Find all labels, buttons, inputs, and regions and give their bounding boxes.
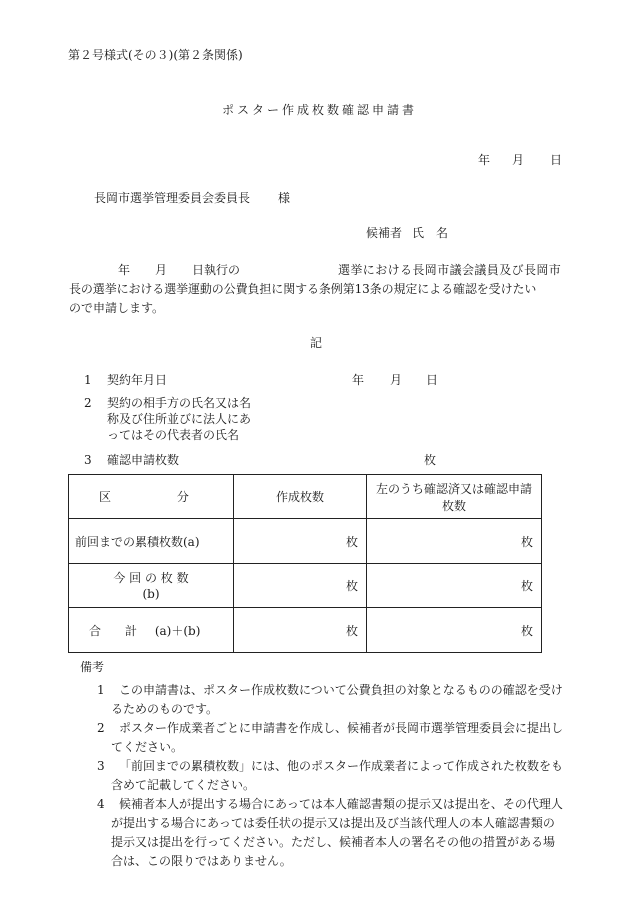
note-1-text: この申請書は、ポスター作成枚数について公費負担の対象となるものの確認を受けるためのものです。 xyxy=(111,683,563,716)
header-category xyxy=(69,475,234,519)
date-year-label: 年 xyxy=(478,153,491,167)
row-total-label-a: 合 計 xyxy=(89,623,138,638)
row-current-confirmed-unit: 枚 xyxy=(367,564,542,608)
addressee-name: 長岡市選挙管理委員会委員長 xyxy=(94,191,251,205)
item-3-unit: 枚 xyxy=(424,453,437,467)
form-number: 第２号様式(その３)(第２条関係) xyxy=(68,48,243,62)
header-category-a: 区 xyxy=(99,490,112,504)
note-3-number: 3 xyxy=(97,759,105,773)
note-2-text: ポスター作成業者ごとに申請書を作成し、候補者が長岡市選挙管理委員会に提出してください。 xyxy=(111,721,564,754)
note-3-text: 「前回までの累積枚数」には、他のポスター作成業者によって作成された枚数をも含めて記載してください。 xyxy=(111,759,564,792)
item-1-label: 契約年月日 xyxy=(107,373,168,387)
row-current-label-line2: (b) xyxy=(142,586,160,601)
item-3-label: 確認申請枚数 xyxy=(107,453,180,467)
body-year: 年 xyxy=(118,263,131,277)
row-previous-confirmed-unit: 枚 xyxy=(367,519,542,564)
candidate-label: 候補者 xyxy=(366,226,403,240)
item-1-day: 日 xyxy=(426,373,439,387)
item-1-month: 月 xyxy=(390,373,403,387)
header-created: 作成枚数 xyxy=(234,475,367,519)
item-2-line-3: ってはその代表者の氏名 xyxy=(107,428,240,442)
table-row xyxy=(69,564,542,608)
table-header-row xyxy=(69,475,542,519)
notes-heading: 備考 xyxy=(80,660,105,674)
note-item xyxy=(97,681,563,719)
note-2-number: 2 xyxy=(97,721,105,735)
body-line1-end: 選挙における長岡市議会議員及び長岡市 xyxy=(338,263,562,277)
note-4-text: 候補者本人が提出する場合にあっては本人確認書類の提示又は提出を、その代理人が提出する場合にあっては委任状の提示又は提出及び当該代理人の本人確認書類の提示又は提出を行ってください。ただし、候補者本人の署名その他の措置がある場合は、この限りではありません。 xyxy=(111,797,563,868)
candidate-name-label: 氏 名 xyxy=(412,226,449,240)
date-day-label: 日 xyxy=(550,153,563,167)
body-day-exec: 日執行の xyxy=(192,263,241,277)
item-1-number: 1 xyxy=(84,373,92,387)
page-title: ポスター作成枚数確認申請書 xyxy=(222,103,418,117)
addressee-honorific: 様 xyxy=(278,191,291,205)
note-item xyxy=(97,757,563,795)
item-2-line-1: 契約の相手方の氏名又は名 xyxy=(107,396,252,410)
item-3-number: 3 xyxy=(84,453,92,467)
item-2-number: 2 xyxy=(84,396,92,410)
header-confirmed: 左のうち確認済又は確認申請枚数 xyxy=(367,475,542,519)
row-previous-label: 前回までの累積枚数(a) xyxy=(69,519,234,564)
note-4-number: 4 xyxy=(97,797,105,811)
ki-label: 記 xyxy=(310,336,323,350)
date-month-label: 月 xyxy=(512,153,525,167)
row-total-created-unit: 枚 xyxy=(234,608,367,653)
row-current-label xyxy=(69,564,234,608)
note-item xyxy=(97,719,563,757)
table-row xyxy=(69,519,542,564)
count-table xyxy=(68,474,542,653)
table-row xyxy=(69,608,542,653)
header-category-b: 分 xyxy=(176,490,189,504)
note-item xyxy=(97,795,563,871)
body-line3: ので申請します。 xyxy=(69,301,165,315)
item-2-line-2: 称及び住所並びに法人にあ xyxy=(107,412,252,426)
row-total-label xyxy=(69,608,234,653)
row-total-label-b: (a)＋(b) xyxy=(154,623,201,638)
row-total-confirmed-unit: 枚 xyxy=(367,608,542,653)
body-month: 月 xyxy=(155,263,168,277)
row-current-label-line1: 今 回 の 枚 数 xyxy=(113,570,189,585)
row-previous-created-unit: 枚 xyxy=(234,519,367,564)
note-1-number: 1 xyxy=(97,683,105,697)
item-1-year: 年 xyxy=(352,373,365,387)
body-line2: 長の選挙における選挙運動の公費負担に関する条例第13条の規定による確認を受けたい xyxy=(69,282,537,296)
row-current-created-unit: 枚 xyxy=(234,564,367,608)
